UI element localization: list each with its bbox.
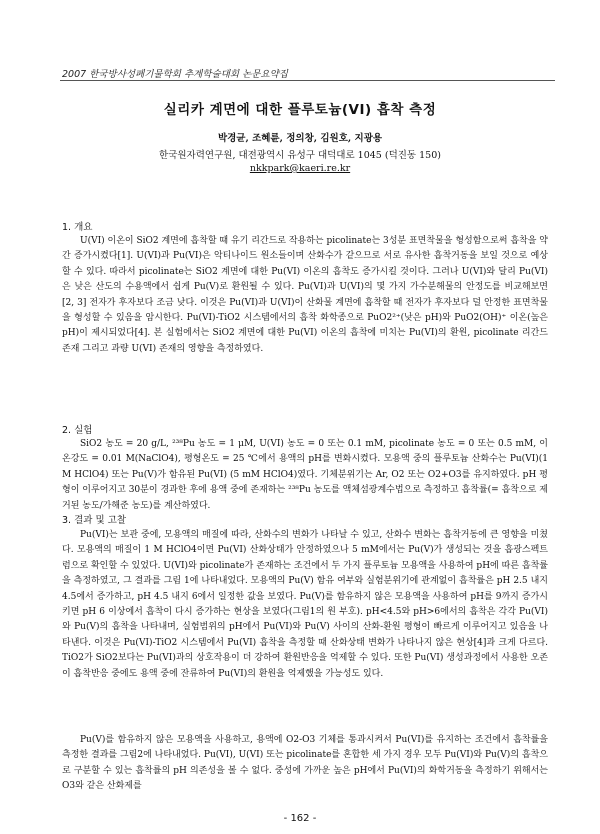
section-heading-results: 3. 결과 및 고찰 xyxy=(62,515,127,526)
section-heading-experiment: 2. 실험 xyxy=(62,425,93,436)
results-paragraph-2: Pu(V)를 함유하지 않은 모용액을 사용하고, 용액에 O2-O3 기체를 통과시켜서 Pu(VI)를 유지하는 조건에서 흡착률을 측정한 결과를 그림2에 나타내었다. Pu(VI), U(VI) 또는 picolinate를 혼합한 세 가지 경우 모두 Pu(VI)와 Pu(V)의 흡착으로 구분할 수 있는 흡착률의 pH 의존성을 볼 수 없다. 중성에 가까운 높은 pH에서 Pu(VI)의 화학거동을 측정하기 위해서는 O3와 같은 산화제를 xyxy=(62,735,548,792)
affiliation: 한국원자력연구원, 대전광역시 유성구 대덕대로 1045 (덕진동 150) xyxy=(159,150,441,161)
author-list: 박경균, 조혜륜, 정의창, 김원호, 지광용 xyxy=(217,133,383,144)
paper-title: 실리카 계면에 대한 플루토늄(VI) 흡착 측정 xyxy=(163,102,437,118)
overview-paragraph: U(VI) 이온이 SiO2 계면에 흡착할 때 유기 리간드로 작용하는 picolinate는 3성분 표면착물을 형성함으로써 흡착을 약간 증가시켰다[1]. U(VI)과 Pu(VI)은 악티나이드 원소들이며 산화수가 같으므로 서로 유사한 흡착거동을 보일 것으로 예상할 수 있다. 따라서 picolinate는 SiO2 계면에 대한 Pu(VI) 이온의 흡착도 증가시킬 것이다. 그러나 U(VI)와 달리 Pu(VI)은 낮은 산도의 수용액에서 쉽게 Pu(V)로 환원될 수 있다. Pu(VI)과 U(VI)의 몇 가지 가수분해물의 안정도를 비교해보면 [2, 3] 전자가 후자보다 조금 낮다. 이것은 Pu(VI)과 U(VI)이 산화물 계면에 흡착할 때 전자가 후자보다 덜 안정한 표면착물을 형성할 수 있음을 암시한다. Pu(VI)-TiO2 시스템에서의 흡착 화학종으로 PuO2²⁺(낮은 pH)와 PuO2(OH)⁺ 이온(높은 pH)이 제시되었다[4]. 본 실험에서는 SiO2 계면에 대한 Pu(VI) 이온의 흡착에 미치는 Pu(VI)의 환원, picolinate 리간드 존재 그리고 과량 U(VI) 존재의 영향을 측정하였다. xyxy=(62,236,548,354)
running-head: 2007 한국방사성폐기물학회 추계학술대회 논문요약집 xyxy=(62,69,288,80)
results-paragraph-1: Pu(VI)는 보관 중에, 모용액의 매질에 따라, 산화수의 변화가 나타날 수 있고, 산화수 변화는 흡착거동에 큰 영향을 미쳤다. 모용액의 매질이 1 M HClO4이면 Pu(VI) 산화상태가 안정하였으나 5 mM에서는 Pu(V)가 생성되는 것을 흡광스펙트럼으로 확인할 수 있었다. U(VI)와 picolinate가 존재하는 조건에서 두 가지 플루토늄 모용액을 사용하여 pH에 따른 흡착률을 측정하였고, 그 결과를 그림 1에 나타내었다. 모용액의 Pu(V) 함유 여부와 실험분위기에 관계없이 흡착률은 pH 2.5 내지 4.5에서 증가하고, pH 4.5 내지 6에서 일정한 값을 보였다. Pu(V)를 함유하지 않은 모용액을 사용하여 pH를 9까지 증가시키면 pH 6 이상에서 흡착이 다시 증가하는 현상을 보였다(그림1의 원 부호). pH<4.5와 pH>6에서의 흡착은 각각 Pu(VI)와 Pu(V)의 흡착을 나타내며, 실험범위의 pH에서 Pu(VI)와 Pu(V) 사이의 산화-환원 평형이 빠르게 이루어지고 있음을 나타낸다. 이것은 Pu(VI)-TiO2 시스템에서 Pu(VI) 흡착을 측정할 때 산화상태 변화가 나타나지 않은 현상[4]과 크게 다르다. TiO2가 SiO2보다는 Pu(VI)과의 상호작용이 더 강하여 환원반응을 억제할 수 있다. 또한 Pu(VI) 생성과정에서 사용한 오존이 흡착반응 중에도 용액 중에 잔류하여 Pu(VI)의 환원을 억제했을 가능성도 있다. xyxy=(62,530,548,679)
author-email[interactable]: nkkpark@kaeri.re.kr xyxy=(249,163,351,174)
section-heading-overview: 1. 개요 xyxy=(62,222,93,233)
experiment-paragraph: SiO2 농도 = 20 g/L, ²³⁸Pu 농도 = 1 μM, U(VI) 농도 = 0 또는 0.1 mM, picolinate 농도 = 0 또는 0.5 mM, 이온강도 = 0.01 M(NaClO4), 평형온도 = 25 ℃에서 용액의 pH를 변화시켰다. 모용액 중의 플루토늄 산화수는 Pu(VI)(1 M HClO4) 또는 Pu(V)가 함유된 Pu(VI) (5 mM HClO4)였다. 기체분위기는 Ar, O2 또는 O2+O3를 유지하였다. pH 평형이 이루어지고 30분이 경과한 후에 용액 중에 존재하는 ²³⁸Pu 농도를 액체섬광계수법으로 측정하고 흡착률(= 흡착으로 제거된 농도/가해준 농도)를 계산하였다. xyxy=(62,439,548,511)
header-rule xyxy=(60,80,555,81)
page-number: - 162 - xyxy=(283,813,317,824)
